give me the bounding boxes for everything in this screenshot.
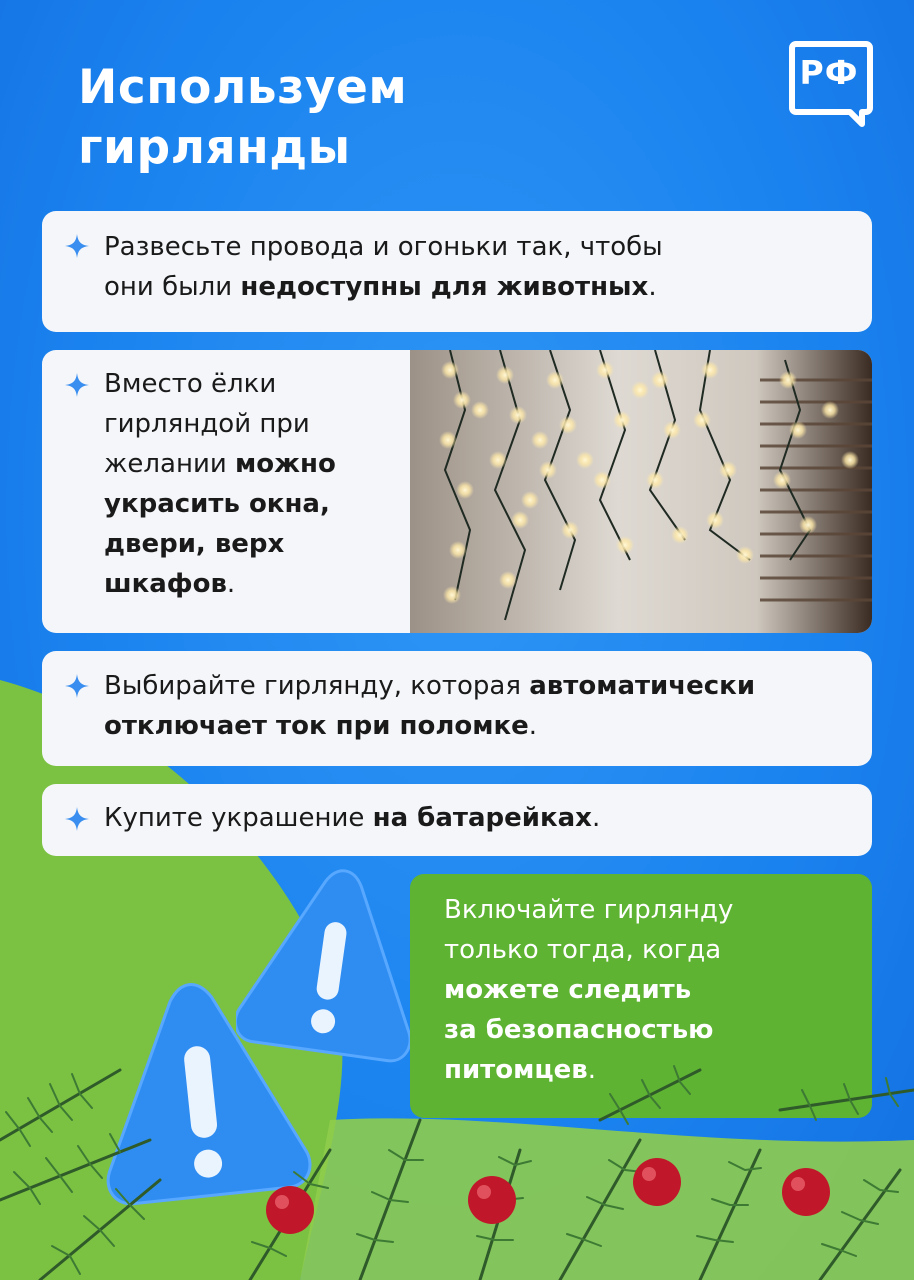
garland-photo [410,350,872,633]
logo-text: РФ [799,53,859,92]
spruce-branches-decoration [0,1030,914,1280]
tip-3-bold-1: автоматически [529,671,756,701]
four-point-star-icon [64,673,90,699]
tip-text-1 [104,227,663,307]
tip-card-4 [42,784,872,856]
tip-1-bold: недоступны для животных [240,272,649,302]
title-line-1: Используем [78,60,408,115]
tip-text-4 [104,798,600,838]
tip-3-line-1: Выбирайте гирлянду, которая [104,671,530,701]
tip-card-3 [42,651,872,766]
tip-2-bold-2: украсить окна, [104,489,330,519]
title-line-2: гирлянды [78,120,351,175]
note-bold-3: питомцев [444,1055,588,1085]
tip-1-line-2: они были [104,272,241,302]
tip-card-1 [42,211,872,332]
tip-2-bold-4: шкафов [104,569,227,599]
tip-4-period: . [591,803,601,833]
note-line-2: только тогда, когда [444,935,722,965]
tip-text-2 [104,364,336,604]
tip-3-period: . [528,711,538,741]
page-title [78,58,407,178]
four-point-star-icon [64,372,90,398]
tip-2-bold-1: можно [235,449,336,479]
tip-1-line-1: Развесьте провода и огоньки так, чтобы [104,232,663,262]
four-point-star-icon [64,806,90,832]
note-bold-1: можете следить [444,975,692,1005]
tip-1-period: . [648,272,657,302]
four-point-star-icon [64,233,90,259]
tip-2-line-3: желании [104,449,236,479]
tip-3-bold-2: отключает ток при поломке [104,711,529,741]
tip-2-bold-3: двери, верх [104,529,285,559]
tip-2-period: . [226,569,236,599]
note-bold-2: за безопасностью [444,1015,714,1045]
tip-4-bold: на батарейках [372,803,592,833]
tip-text-3 [104,666,755,746]
note-period: . [587,1055,596,1085]
rf-logo [788,40,874,130]
tip-2-line-1: Вместо ёлки [104,369,277,399]
garland-lights-image [410,350,872,633]
tip-2-line-2: гирляндой при [104,409,310,439]
note-line-1: Включайте гирлянду [444,895,734,925]
tip-4-text: Купите украшение [104,803,373,833]
